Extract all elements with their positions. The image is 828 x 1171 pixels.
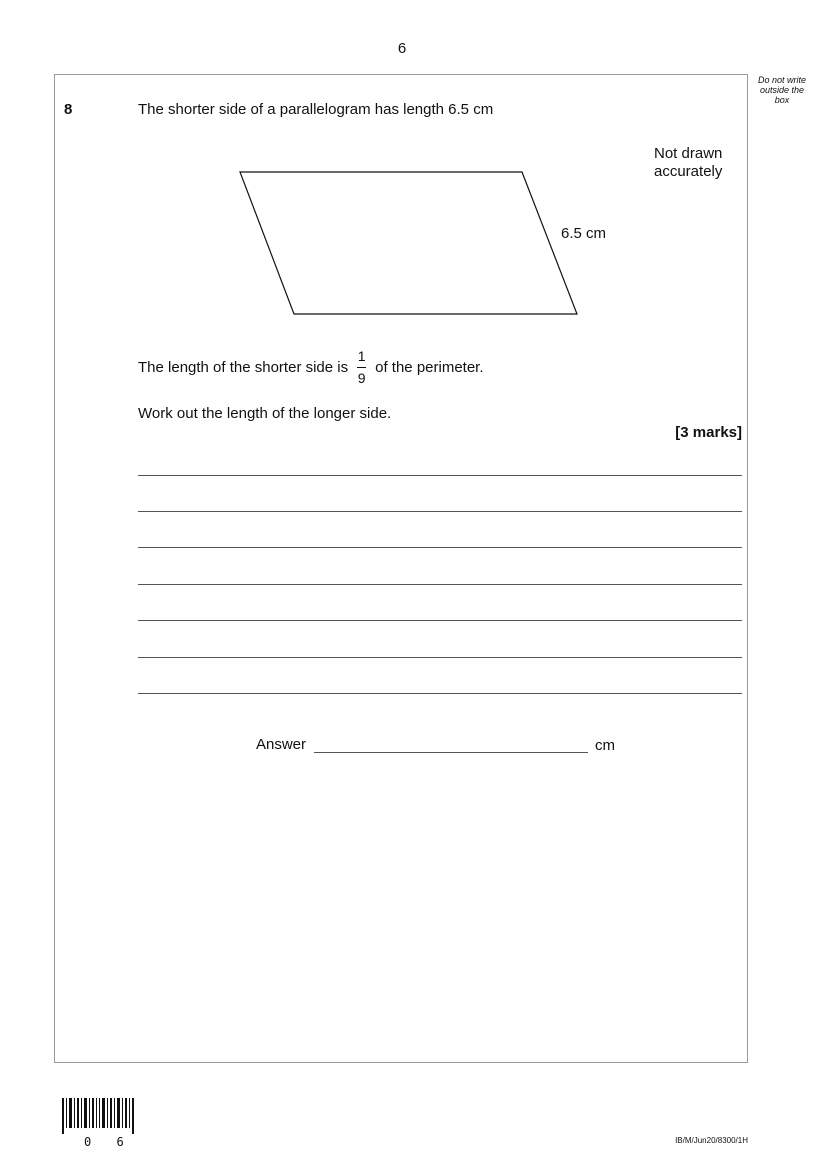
margin-instruction: Do not write outside the box xyxy=(757,75,807,105)
fraction-bar xyxy=(357,367,366,368)
working-line[interactable] xyxy=(138,620,742,621)
fraction-prefix: The length of the shorter side is xyxy=(138,358,349,376)
marks-label: [3 marks] xyxy=(675,424,742,441)
page-number: 6 xyxy=(397,40,407,57)
question-text: The shorter side of a parallelogram has length 6.5 cm xyxy=(138,101,494,118)
parallelogram-diagram xyxy=(230,165,590,325)
working-line[interactable] xyxy=(138,693,742,694)
answer-label: Answer xyxy=(256,736,307,753)
paper-reference: IB/M/Jun20/8300/1H xyxy=(675,1136,748,1145)
answer-unit: cm xyxy=(595,737,615,754)
fraction-numerator: 1 xyxy=(357,347,366,364)
fraction-suffix: of the perimeter. xyxy=(375,358,484,376)
working-line[interactable] xyxy=(138,657,742,658)
working-line[interactable] xyxy=(138,511,742,512)
barcode-image xyxy=(60,1098,140,1134)
question-instruction: Work out the length of the longer side. xyxy=(138,405,392,422)
diagram-note: Not drawn accurately xyxy=(654,145,723,180)
working-line[interactable] xyxy=(138,475,742,476)
answer-field[interactable] xyxy=(314,752,588,753)
working-line[interactable] xyxy=(138,584,742,585)
fraction-statement xyxy=(138,346,484,388)
fraction xyxy=(357,348,366,387)
working-line[interactable] xyxy=(138,547,742,548)
parallelogram-shape xyxy=(240,172,577,314)
question-number: 8 xyxy=(64,101,73,118)
side-length-label: 6.5 cm xyxy=(561,225,607,242)
barcode-digits: 0 6 xyxy=(84,1135,133,1149)
fraction-denominator: 9 xyxy=(357,369,366,386)
